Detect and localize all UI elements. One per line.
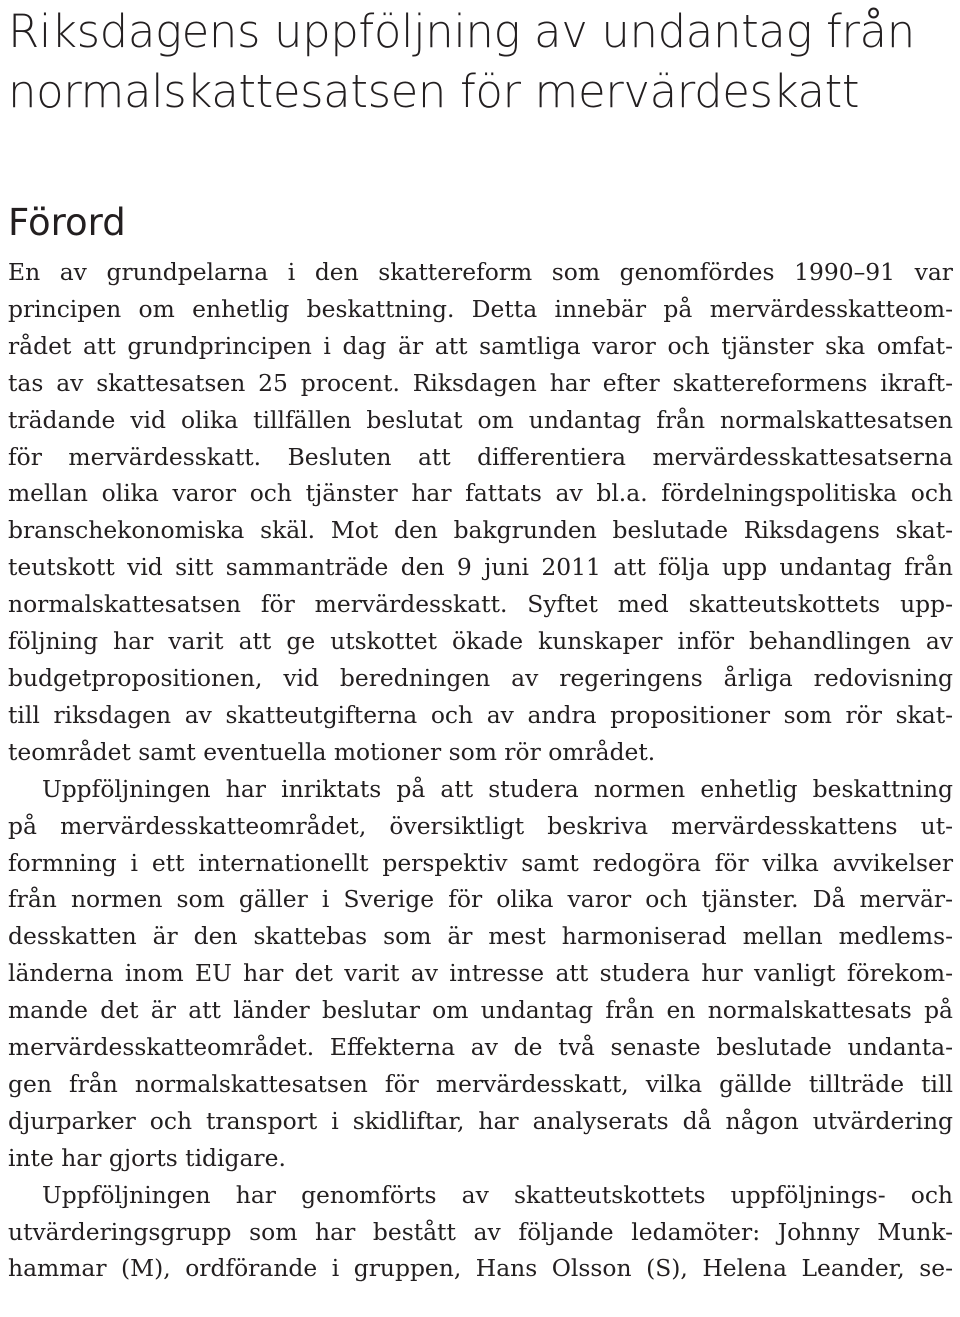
text-line: formning i ett internationellt perspektiv samt redogöra för vilka avvikelser <box>8 848 953 877</box>
section-heading-forord: Förord <box>8 201 126 244</box>
paragraph-3 <box>8 1177 953 1288</box>
text-line: teutskott vid sitt sammanträde den 9 juni 2011 att följa upp undantag från <box>8 553 953 582</box>
text-line: Uppföljningen har inriktats på att studera normen enhetlig beskattning <box>42 774 953 803</box>
text-line: budgetpropositionen, vid beredningen av regeringens årliga redovisning <box>8 663 953 692</box>
text-line: från normen som gäller i Sverige för olika varor och tjänster. Då mervär- <box>8 885 953 914</box>
text-line: En av grundpelarna i den skattereform som genomfördes 1990–91 var <box>8 258 953 286</box>
text-line: inte har gjorts tidigare. <box>8 1143 286 1172</box>
text-line: mervärdesskatteområdet. Effekterna av de två senaste beslutade undanta- <box>8 1033 953 1062</box>
document-title <box>8 2 948 122</box>
title-line: Riksdagens uppföljning av undantag från <box>8 5 915 58</box>
text-line: till riksdagen av skatteutgifterna och av andra propositioner som rör skat- <box>8 700 953 729</box>
text-line: trädande vid olika tillfällen beslutat om undantag från normalskattesatsen <box>8 405 953 434</box>
text-line: utvärderingsgrupp som har bestått av följande ledamöter: Johnny Munk- <box>8 1217 953 1246</box>
text-line: normalskattesatsen för mervärdesskatt. Syftet med skatteutskottets upp- <box>8 590 953 619</box>
title-line: normalskattesatsen för mervärdeskatt <box>8 65 860 118</box>
text-line: Uppföljningen har genomförts av skatteutskottets uppföljnings- och <box>42 1180 953 1209</box>
body-text <box>8 254 953 1287</box>
text-line: på mervärdesskatteområdet, översiktligt beskriva mervärdesskattens ut- <box>8 811 953 840</box>
text-line: mande det är att länder beslutar om undantag från en normalskattesats på <box>8 996 953 1025</box>
text-line: följning har varit att ge utskottet ökade kunskaper inför behandlingen av <box>8 627 953 656</box>
text-line: teområdet samt eventuella motioner som rör området. <box>8 737 656 766</box>
text-line: tas av skattesatsen 25 procent. Riksdagen har efter skattereformens ikraft- <box>8 368 953 397</box>
text-line: gen från normalskattesatsen för mervärdesskatt, vilka gällde tillträde till <box>8 1069 953 1098</box>
text-line: för mervärdesskatt. Besluten att differentiera mervärdesskattesatserna <box>8 442 953 471</box>
text-line: rådet att grundprincipen i dag är att samtliga varor och tjänster ska omfat- <box>8 331 953 360</box>
text-line: desskatten är den skattebas som är mest harmoniserad mellan medlems- <box>8 922 953 951</box>
text-line: länderna inom EU har det varit av intresse att studera hur vanligt förekom- <box>8 959 953 988</box>
paragraph-1 <box>8 254 953 771</box>
text-line: branschekonomiska skäl. Mot den bakgrunden beslutade Riksdagens skat- <box>8 516 953 545</box>
text-line: mellan olika varor och tjänster har fattats av bl.a. fördelningspolitiska och <box>8 479 953 508</box>
text-line: djurparker och transport i skidliftar, har analyserats då någon utvärdering <box>8 1106 953 1135</box>
text-line: principen om enhetlig beskattning. Detta innebär på mervärdesskatteom- <box>8 294 953 323</box>
paragraph-2 <box>8 771 953 1177</box>
text-line: hammar (M), ordförande i gruppen, Hans Olsson (S), Helena Leander, se- <box>8 1254 953 1283</box>
